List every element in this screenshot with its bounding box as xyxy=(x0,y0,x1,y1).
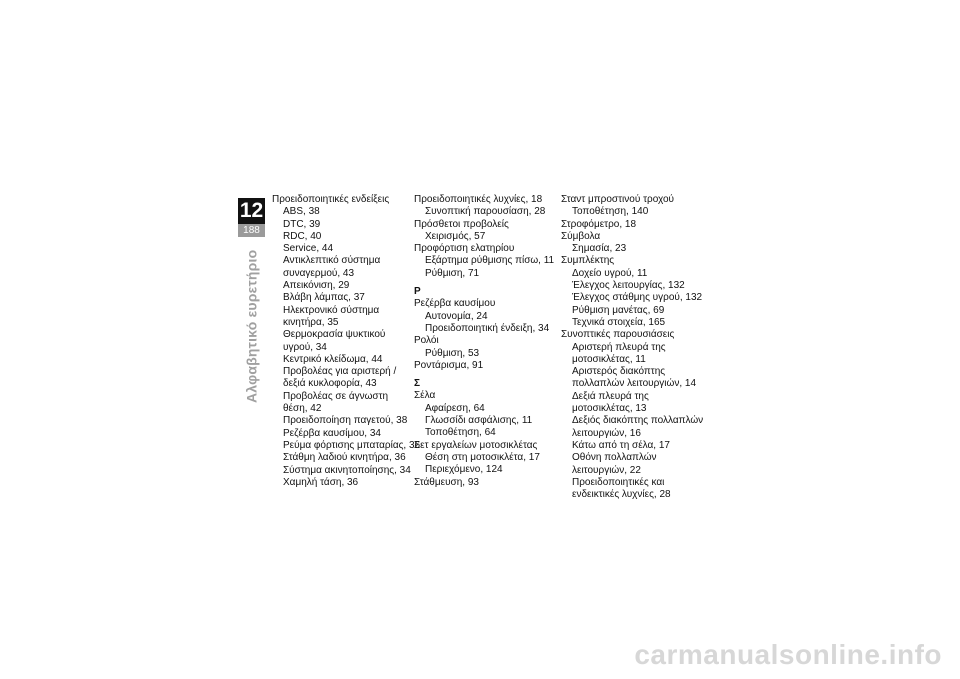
index-subentry: ενδεικτικές λυχνίες, 28 xyxy=(572,489,671,501)
index-entry: Σέλα xyxy=(414,390,436,402)
page-number: 188 xyxy=(238,224,265,237)
index-subentry: Τοποθέτηση, 64 xyxy=(425,427,496,439)
index-subentry: Χαμηλή τάση, 36 xyxy=(283,476,359,488)
index-subentry: υγρού, 34 xyxy=(283,341,327,353)
index-subentry: Τεχνικά στοιχεία, 165 xyxy=(572,316,666,328)
index-subentry: Σύστημα ακινητοποίησης, 34 xyxy=(283,464,411,476)
index-entry: Στροφόμετρο, 18 xyxy=(561,218,637,230)
index-subentry: λειτουργιών, 16 xyxy=(572,427,641,439)
index-subentry: Γλωσσίδι ασφάλισης, 11 xyxy=(425,415,533,427)
index-subentry: Αυτονομία, 24 xyxy=(425,310,488,322)
index-subentry: Ρεζέρβα καυσίμου, 34 xyxy=(283,427,381,439)
index-subentry: Δοχείο υγρού, 11 xyxy=(572,267,648,279)
index-subentry: Προειδοποίηση παγετού, 38 xyxy=(283,415,408,427)
index-subentry: Τοποθέτηση, 140 xyxy=(572,206,649,218)
index-subentry: Προειδοποιητική ένδειξη, 34 xyxy=(425,322,550,334)
index-subentry: θέση, 42 xyxy=(283,403,322,415)
index-subentry: Αντικλεπτικό σύστημα xyxy=(283,255,381,267)
index-letter: Σ xyxy=(414,378,421,390)
index-subentry: Αριστερός διακόπτης xyxy=(572,366,666,378)
index-subentry: Σημασία, 23 xyxy=(572,243,627,255)
index-entry: Ρεζέρβα καυσίμου xyxy=(414,298,496,310)
index-entry: Σετ εργαλείων μοτοσικλέτας xyxy=(414,439,538,451)
index-subentry: Έλεγχος στάθμης υγρού, 132 xyxy=(572,292,703,304)
index-subentry: Ρύθμιση μανέτας, 69 xyxy=(572,304,665,316)
index-column-3 xyxy=(561,194,711,501)
index-subentry: Συνοπτική παρουσίαση, 28 xyxy=(425,206,546,218)
section-title: Αλφαβητικό ευρετήριο xyxy=(243,250,260,404)
index-entry: Συμπλέκτης xyxy=(561,255,615,267)
index-subentry: Δεξιός διακόπτης πολλαπλών xyxy=(572,415,704,427)
index-subentry: Ηλεκτρονικό σύστημα xyxy=(283,304,380,316)
index-subentry: Έλεγχος λειτουργίας, 132 xyxy=(572,280,685,292)
index-subentry: RDC, 40 xyxy=(283,230,322,242)
index-subentry: μοτοσικλέτας, 13 xyxy=(572,403,647,415)
index-subentry: Προειδοποιητικές και xyxy=(572,476,665,488)
index-entry: Ρολόι xyxy=(414,335,439,347)
index-subentry: DTC, 39 xyxy=(283,218,321,230)
index-subentry: Εξάρτημα ρύθμισης πίσω, 11 xyxy=(425,255,555,267)
index-subentry: Κεντρικό κλείδωμα, 44 xyxy=(283,353,383,365)
index-subentry: Δεξιά πλευρά της xyxy=(572,390,649,402)
index-entry: Στάθμευση, 93 xyxy=(414,476,479,488)
index-subentry: μοτοσικλέτας, 11 xyxy=(572,353,646,365)
index-entry: Προφόρτιση ελατηρίου xyxy=(414,243,515,255)
index-subentry: πολλαπλών λειτουργιών, 14 xyxy=(572,378,697,390)
index-subentry: λειτουργιών, 22 xyxy=(572,464,641,476)
index-subentry: Οθόνη πολλαπλών xyxy=(572,452,657,464)
index-subentry: Περιεχόμενο, 124 xyxy=(425,464,503,476)
index-entry: Ροντάρισμα, 91 xyxy=(414,359,484,371)
index-entry: Σύμβολα xyxy=(561,230,601,242)
index-subentry: Προβολέας για αριστερή / xyxy=(283,366,397,378)
index-subentry: Απεικόνιση, 29 xyxy=(283,280,350,292)
index-subentry: Ρύθμιση, 53 xyxy=(425,347,480,359)
index-subentry: δεξιά κυκλοφορία, 43 xyxy=(283,378,377,390)
index-subentry: Service, 44 xyxy=(283,243,334,255)
index-entry: Σταντ μπροστινού τροχού xyxy=(561,194,675,205)
index-subentry: Αφαίρεση, 64 xyxy=(425,402,485,414)
index-subentry: Θερμοκρασία ψυκτικού xyxy=(283,329,386,341)
index-subentry: συναγερμού, 43 xyxy=(283,267,355,279)
index-subentry: Ρύθμιση, 71 xyxy=(425,267,480,279)
chapter-number: 12 xyxy=(239,199,264,222)
index-entry: Συνοπτικές παρουσιάσεις xyxy=(561,329,675,341)
index-letter: Ρ xyxy=(414,286,421,298)
index-column-1 xyxy=(272,194,421,489)
chapter-badge xyxy=(238,198,265,237)
index-subentry: Κάτω από τη σέλα, 17 xyxy=(572,439,670,451)
index-subentry: Βλάβη λάμπας, 37 xyxy=(283,292,365,304)
index-subentry: Προβολέας σε άγνωστη xyxy=(283,390,389,402)
index-subentry: Αριστερή πλευρά της xyxy=(572,341,666,353)
index-subentry: κινητήρα, 35 xyxy=(283,316,339,328)
index-entry: Προειδοποιητικές ενδείξεις xyxy=(272,194,390,205)
watermark: carmanualsonline.info xyxy=(634,639,942,670)
index-subentry: Ρεύμα φόρτισης μπαταρίας, 36 xyxy=(283,439,421,451)
index-subentry: Θέση στη μοτοσικλέτα, 17 xyxy=(425,451,540,463)
index-subentry: Στάθμη λαδιού κινητήρα, 36 xyxy=(283,452,406,464)
index-subentry: Χειρισμός, 57 xyxy=(425,230,486,242)
index-column-2 xyxy=(414,194,560,489)
index-entry: Προειδοποιητικές λυχνίες, 18 xyxy=(414,194,543,205)
index-subentry: ABS, 38 xyxy=(283,206,320,218)
index-entry: Πρόσθετοι προβολείς xyxy=(414,218,509,230)
